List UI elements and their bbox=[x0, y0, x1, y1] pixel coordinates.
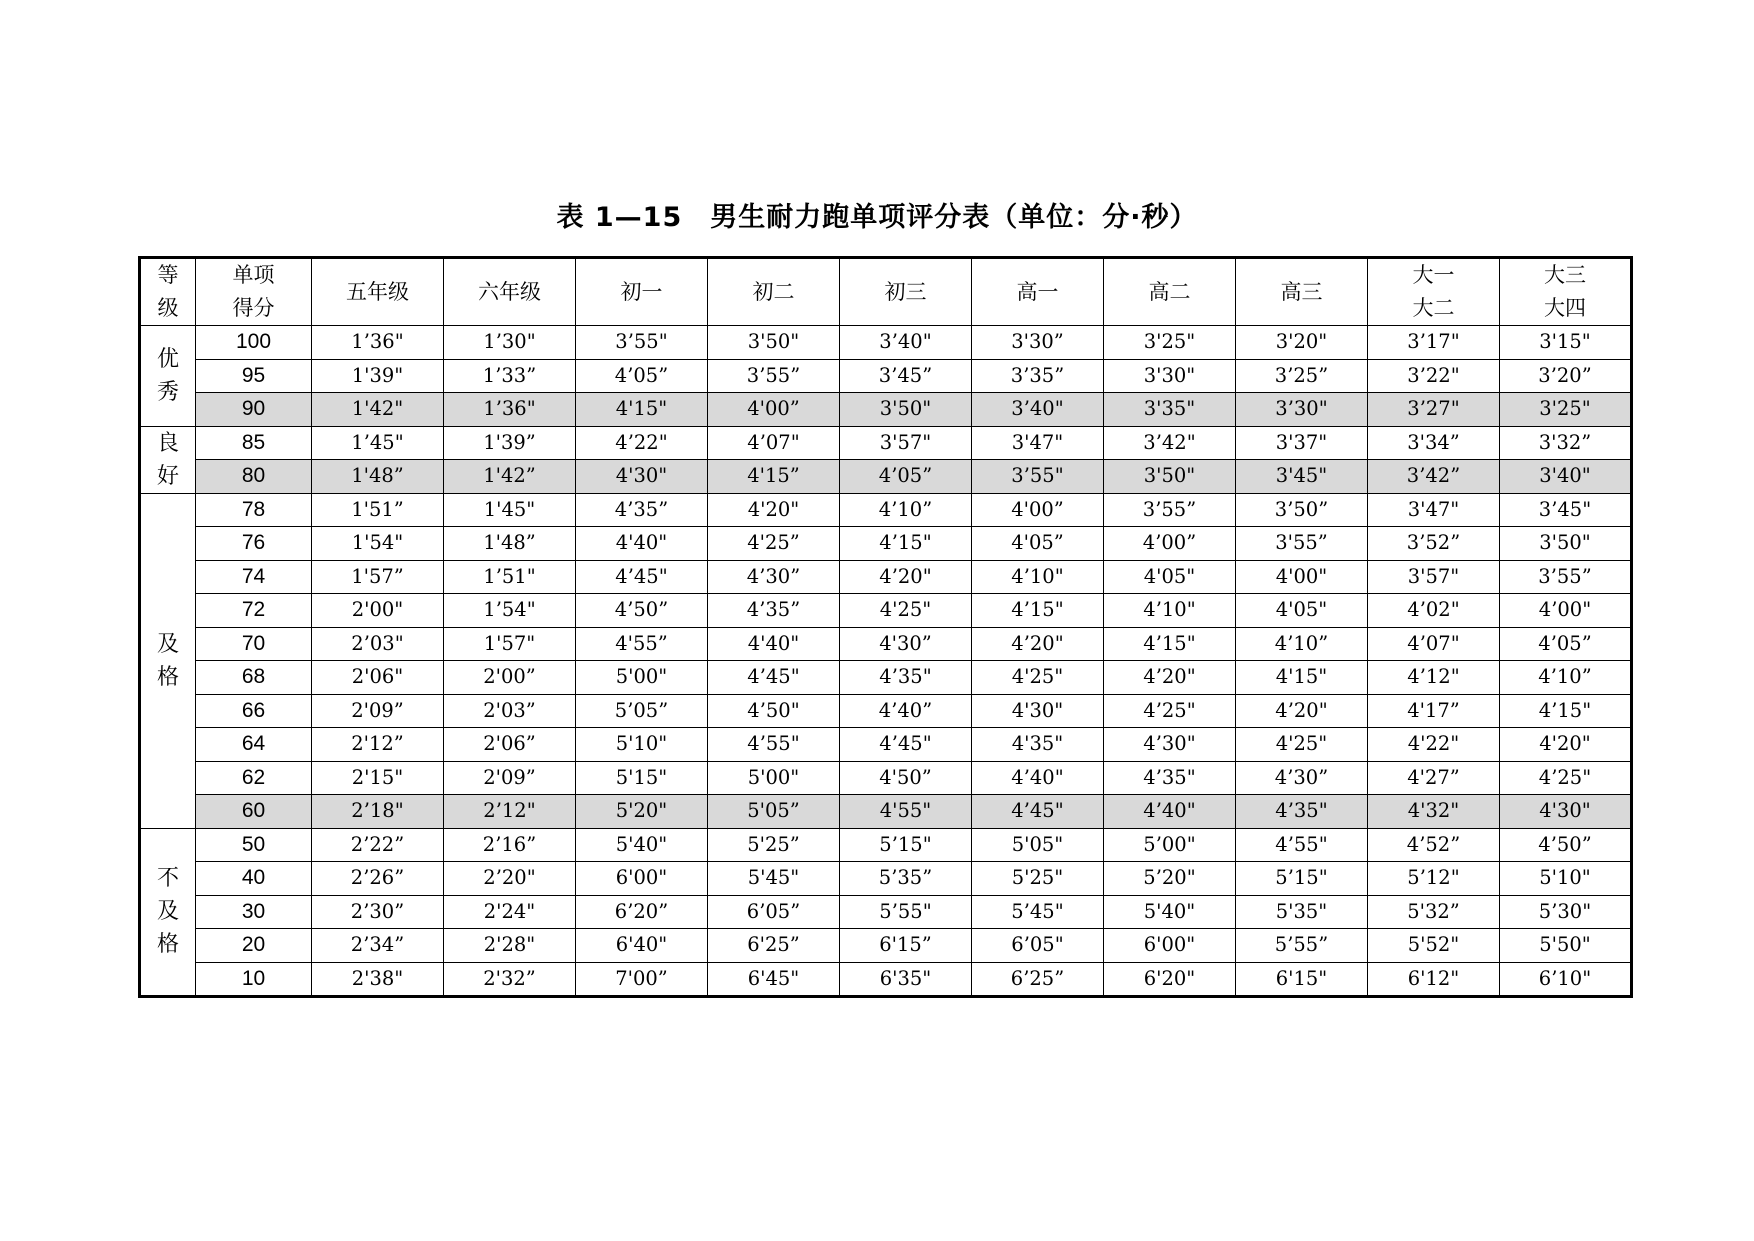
time-cell: 4'05” bbox=[972, 527, 1104, 561]
time-cell: 6'25” bbox=[708, 929, 840, 963]
time-cell: 6’20” bbox=[576, 895, 708, 929]
time-cell: 4'25" bbox=[1236, 728, 1368, 762]
score-cell: 85 bbox=[196, 426, 312, 460]
time-cell: 4'30" bbox=[1500, 795, 1632, 829]
time-cell: 4'30" bbox=[972, 694, 1104, 728]
time-cell: 1’36" bbox=[312, 326, 444, 360]
time-cell: 7'00” bbox=[576, 962, 708, 997]
time-cell: 5'25” bbox=[708, 828, 840, 862]
table-row bbox=[140, 661, 1632, 695]
time-cell: 4'05" bbox=[1104, 560, 1236, 594]
time-cell: 2'24" bbox=[444, 895, 576, 929]
time-cell: 4’30" bbox=[1104, 728, 1236, 762]
time-cell: 4'00” bbox=[972, 493, 1104, 527]
time-cell: 6'00" bbox=[576, 862, 708, 896]
time-cell: 3'50" bbox=[840, 393, 972, 427]
time-cell: 3'57" bbox=[840, 426, 972, 460]
time-cell: 1'42" bbox=[312, 393, 444, 427]
time-cell: 3'25" bbox=[1500, 393, 1632, 427]
time-cell: 4’12" bbox=[1368, 661, 1500, 695]
grade-label: 良 好 bbox=[140, 426, 196, 493]
score-cell: 78 bbox=[196, 493, 312, 527]
time-cell: 4’30” bbox=[708, 560, 840, 594]
time-cell: 5'32” bbox=[1368, 895, 1500, 929]
time-cell: 3’20” bbox=[1500, 359, 1632, 393]
header-col: 大三 大四 bbox=[1500, 258, 1632, 326]
time-cell: 4’50” bbox=[1500, 828, 1632, 862]
time-cell: 2'06” bbox=[444, 728, 576, 762]
time-cell: 3'35" bbox=[1104, 393, 1236, 427]
time-cell: 5'20" bbox=[576, 795, 708, 829]
time-cell: 6'20" bbox=[1104, 962, 1236, 997]
table-row bbox=[140, 493, 1632, 527]
score-cell: 10 bbox=[196, 962, 312, 997]
time-cell: 5'00" bbox=[576, 661, 708, 695]
time-cell: 4'25" bbox=[840, 594, 972, 628]
time-cell: 4’35" bbox=[840, 661, 972, 695]
time-cell: 5’15" bbox=[840, 828, 972, 862]
time-cell: 4'00" bbox=[1236, 560, 1368, 594]
time-cell: 3’40" bbox=[972, 393, 1104, 427]
time-cell: 1'54" bbox=[312, 527, 444, 561]
header-score: 单项 得分 bbox=[196, 258, 312, 326]
header-col: 六年级 bbox=[444, 258, 576, 326]
score-cell: 76 bbox=[196, 527, 312, 561]
header-grade: 等 级 bbox=[140, 258, 196, 326]
time-cell: 6'15” bbox=[840, 929, 972, 963]
time-cell: 4’50” bbox=[576, 594, 708, 628]
time-cell: 6'45" bbox=[708, 962, 840, 997]
time-cell: 3'40" bbox=[1500, 460, 1632, 494]
time-cell: 2’34” bbox=[312, 929, 444, 963]
time-cell: 4'20" bbox=[708, 493, 840, 527]
table-row bbox=[140, 728, 1632, 762]
time-cell: 2'15" bbox=[312, 761, 444, 795]
time-cell: 2'09” bbox=[444, 761, 576, 795]
time-cell: 4’10” bbox=[840, 493, 972, 527]
grade-label: 及 格 bbox=[140, 493, 196, 828]
table-row bbox=[140, 560, 1632, 594]
time-cell: 4’20" bbox=[1236, 694, 1368, 728]
time-cell: 4'15” bbox=[708, 460, 840, 494]
time-cell: 3'50" bbox=[708, 326, 840, 360]
time-cell: 2'38" bbox=[312, 962, 444, 997]
time-cell: 6’05" bbox=[972, 929, 1104, 963]
score-cell: 40 bbox=[196, 862, 312, 896]
time-cell: 6’10" bbox=[1500, 962, 1632, 997]
time-cell: 4'17” bbox=[1368, 694, 1500, 728]
time-cell: 5'10" bbox=[1500, 862, 1632, 896]
time-cell: 6'15" bbox=[1236, 962, 1368, 997]
time-cell: 3'37" bbox=[1236, 426, 1368, 460]
time-cell: 2'09” bbox=[312, 694, 444, 728]
table-row bbox=[140, 460, 1632, 494]
time-cell: 3’42" bbox=[1104, 426, 1236, 460]
time-cell: 5’15" bbox=[1236, 862, 1368, 896]
time-cell: 2’18" bbox=[312, 795, 444, 829]
time-cell: 4’05” bbox=[1500, 627, 1632, 661]
time-cell: 5’20" bbox=[1104, 862, 1236, 896]
time-cell: 3’40" bbox=[840, 326, 972, 360]
score-cell: 70 bbox=[196, 627, 312, 661]
time-cell: 4’15" bbox=[1104, 627, 1236, 661]
time-cell: 2’20" bbox=[444, 862, 576, 896]
time-cell: 5'05” bbox=[708, 795, 840, 829]
time-cell: 3'20" bbox=[1236, 326, 1368, 360]
time-cell: 4’05” bbox=[840, 460, 972, 494]
time-cell: 4’10” bbox=[1500, 661, 1632, 695]
time-cell: 2'28" bbox=[444, 929, 576, 963]
time-cell: 4’35" bbox=[1236, 795, 1368, 829]
table-row bbox=[140, 627, 1632, 661]
time-cell: 4’35” bbox=[576, 493, 708, 527]
time-cell: 3’42” bbox=[1368, 460, 1500, 494]
table-row bbox=[140, 795, 1632, 829]
score-cell: 95 bbox=[196, 359, 312, 393]
time-cell: 2'06" bbox=[312, 661, 444, 695]
time-cell: 6'40" bbox=[576, 929, 708, 963]
time-cell: 1’33” bbox=[444, 359, 576, 393]
time-cell: 3’45" bbox=[1500, 493, 1632, 527]
score-cell: 90 bbox=[196, 393, 312, 427]
time-cell: 1'39” bbox=[444, 426, 576, 460]
header-row bbox=[140, 258, 1632, 326]
time-cell: 4’35” bbox=[708, 594, 840, 628]
table-row bbox=[140, 426, 1632, 460]
time-cell: 4’55" bbox=[708, 728, 840, 762]
table-row bbox=[140, 326, 1632, 360]
time-cell: 4'20" bbox=[1500, 728, 1632, 762]
table-row bbox=[140, 962, 1632, 997]
time-cell: 2'03” bbox=[444, 694, 576, 728]
time-cell: 5’05” bbox=[576, 694, 708, 728]
time-cell: 1’36" bbox=[444, 393, 576, 427]
header-col: 高一 bbox=[972, 258, 1104, 326]
score-cell: 68 bbox=[196, 661, 312, 695]
time-cell: 3'15" bbox=[1500, 326, 1632, 360]
scoring-table bbox=[138, 256, 1633, 998]
time-cell: 4'30” bbox=[840, 627, 972, 661]
time-cell: 6’25” bbox=[972, 962, 1104, 997]
time-cell: 4'27” bbox=[1368, 761, 1500, 795]
time-cell: 4’22" bbox=[576, 426, 708, 460]
time-cell: 4’02" bbox=[1368, 594, 1500, 628]
time-cell: 4’40” bbox=[840, 694, 972, 728]
time-cell: 4'15" bbox=[1236, 661, 1368, 695]
time-cell: 4’20" bbox=[1104, 661, 1236, 695]
header-col: 五年级 bbox=[312, 258, 444, 326]
grade-label: 优 秀 bbox=[140, 326, 196, 427]
time-cell: 5’30" bbox=[1500, 895, 1632, 929]
time-cell: 4’55" bbox=[1236, 828, 1368, 862]
time-cell: 2’12" bbox=[444, 795, 576, 829]
table-row bbox=[140, 929, 1632, 963]
time-cell: 4'22" bbox=[1368, 728, 1500, 762]
time-cell: 3'47" bbox=[972, 426, 1104, 460]
time-cell: 4’40" bbox=[1104, 795, 1236, 829]
time-cell: 1'42” bbox=[444, 460, 576, 494]
time-cell: 1’51" bbox=[444, 560, 576, 594]
time-cell: 4’30” bbox=[1236, 761, 1368, 795]
time-cell: 2’26” bbox=[312, 862, 444, 896]
time-cell: 4’25" bbox=[1500, 761, 1632, 795]
header-col: 大一 大二 bbox=[1368, 258, 1500, 326]
time-cell: 5'45" bbox=[708, 862, 840, 896]
time-cell: 3'47" bbox=[1368, 493, 1500, 527]
time-cell: 5'40" bbox=[576, 828, 708, 862]
time-cell: 1'57” bbox=[312, 560, 444, 594]
score-cell: 64 bbox=[196, 728, 312, 762]
time-cell: 6'00" bbox=[1104, 929, 1236, 963]
time-cell: 4'40" bbox=[576, 527, 708, 561]
time-cell: 3'34” bbox=[1368, 426, 1500, 460]
time-cell: 4'15" bbox=[576, 393, 708, 427]
score-cell: 72 bbox=[196, 594, 312, 628]
time-cell: 2’22” bbox=[312, 828, 444, 862]
time-cell: 3’55" bbox=[576, 326, 708, 360]
time-cell: 4'40" bbox=[708, 627, 840, 661]
time-cell: 4’00” bbox=[1104, 527, 1236, 561]
time-cell: 3'45" bbox=[1236, 460, 1368, 494]
time-cell: 1'57" bbox=[444, 627, 576, 661]
header-col: 初三 bbox=[840, 258, 972, 326]
time-cell: 2'32” bbox=[444, 962, 576, 997]
time-cell: 3'30" bbox=[1104, 359, 1236, 393]
time-cell: 4'32" bbox=[1368, 795, 1500, 829]
time-cell: 3’35” bbox=[972, 359, 1104, 393]
time-cell: 3’55” bbox=[708, 359, 840, 393]
table-body bbox=[140, 326, 1632, 997]
time-cell: 5’00" bbox=[1104, 828, 1236, 862]
time-cell: 3'25" bbox=[1104, 326, 1236, 360]
time-cell: 3'30” bbox=[972, 326, 1104, 360]
time-cell: 4’52” bbox=[1368, 828, 1500, 862]
time-cell: 2’16” bbox=[444, 828, 576, 862]
time-cell: 4'50” bbox=[840, 761, 972, 795]
time-cell: 3’50” bbox=[1236, 493, 1368, 527]
time-cell: 2'00” bbox=[444, 661, 576, 695]
score-cell: 62 bbox=[196, 761, 312, 795]
time-cell: 5’55" bbox=[840, 895, 972, 929]
time-cell: 4'05" bbox=[1236, 594, 1368, 628]
time-cell: 4’45" bbox=[576, 560, 708, 594]
time-cell: 2’03" bbox=[312, 627, 444, 661]
score-cell: 20 bbox=[196, 929, 312, 963]
header-col: 初一 bbox=[576, 258, 708, 326]
time-cell: 5'10" bbox=[576, 728, 708, 762]
time-cell: 3’22" bbox=[1368, 359, 1500, 393]
time-cell: 5'35" bbox=[1236, 895, 1368, 929]
time-cell: 4’20" bbox=[840, 560, 972, 594]
time-cell: 4’15" bbox=[840, 527, 972, 561]
time-cell: 4'35" bbox=[972, 728, 1104, 762]
time-cell: 3’55" bbox=[972, 460, 1104, 494]
table-row bbox=[140, 828, 1632, 862]
time-cell: 4’25" bbox=[1104, 694, 1236, 728]
time-cell: 4’45" bbox=[708, 661, 840, 695]
header-col: 高二 bbox=[1104, 258, 1236, 326]
time-cell: 3'55” bbox=[1236, 527, 1368, 561]
table-row bbox=[140, 895, 1632, 929]
time-cell: 2’30” bbox=[312, 895, 444, 929]
time-cell: 5’12" bbox=[1368, 862, 1500, 896]
time-cell: 3’27" bbox=[1368, 393, 1500, 427]
time-cell: 4’10" bbox=[972, 560, 1104, 594]
time-cell: 3’17" bbox=[1368, 326, 1500, 360]
time-cell: 4'30" bbox=[576, 460, 708, 494]
table-row bbox=[140, 761, 1632, 795]
time-cell: 3’45” bbox=[840, 359, 972, 393]
time-cell: 6'35" bbox=[840, 962, 972, 997]
time-cell: 5’35” bbox=[840, 862, 972, 896]
time-cell: 1’54" bbox=[444, 594, 576, 628]
time-cell: 5'05" bbox=[972, 828, 1104, 862]
time-cell: 5’55” bbox=[1236, 929, 1368, 963]
time-cell: 4'00” bbox=[708, 393, 840, 427]
time-cell: 5'52" bbox=[1368, 929, 1500, 963]
time-cell: 3’52” bbox=[1368, 527, 1500, 561]
time-cell: 5'50" bbox=[1500, 929, 1632, 963]
time-cell: 4’15" bbox=[972, 594, 1104, 628]
time-cell: 3’55” bbox=[1104, 493, 1236, 527]
score-cell: 30 bbox=[196, 895, 312, 929]
time-cell: 1'39" bbox=[312, 359, 444, 393]
table-row bbox=[140, 527, 1632, 561]
score-cell: 50 bbox=[196, 828, 312, 862]
time-cell: 1’30" bbox=[444, 326, 576, 360]
time-cell: 1’45" bbox=[312, 426, 444, 460]
time-cell: 1'51” bbox=[312, 493, 444, 527]
header-col: 初二 bbox=[708, 258, 840, 326]
time-cell: 1'48” bbox=[444, 527, 576, 561]
table-row bbox=[140, 359, 1632, 393]
time-cell: 4’05” bbox=[576, 359, 708, 393]
time-cell: 3’55” bbox=[1500, 560, 1632, 594]
table-row bbox=[140, 393, 1632, 427]
time-cell: 4'25” bbox=[708, 527, 840, 561]
time-cell: 3’25” bbox=[1236, 359, 1368, 393]
score-cell: 66 bbox=[196, 694, 312, 728]
time-cell: 4’45" bbox=[840, 728, 972, 762]
time-cell: 5'00" bbox=[708, 761, 840, 795]
table-row bbox=[140, 694, 1632, 728]
time-cell: 5'40" bbox=[1104, 895, 1236, 929]
time-cell: 5’45" bbox=[972, 895, 1104, 929]
time-cell: 4’00" bbox=[1500, 594, 1632, 628]
time-cell: 4’07" bbox=[1368, 627, 1500, 661]
time-cell: 2'00" bbox=[312, 594, 444, 628]
time-cell: 3'32” bbox=[1500, 426, 1632, 460]
time-cell: 4’10" bbox=[1104, 594, 1236, 628]
time-cell: 5'15" bbox=[576, 761, 708, 795]
time-cell: 6’05” bbox=[708, 895, 840, 929]
grade-label: 不 及 格 bbox=[140, 828, 196, 997]
time-cell: 2'12” bbox=[312, 728, 444, 762]
time-cell: 4'55" bbox=[840, 795, 972, 829]
time-cell: 1'45" bbox=[444, 493, 576, 527]
time-cell: 4’20" bbox=[972, 627, 1104, 661]
table-row bbox=[140, 594, 1632, 628]
time-cell: 4’40" bbox=[972, 761, 1104, 795]
score-cell: 80 bbox=[196, 460, 312, 494]
time-cell: 3'50" bbox=[1104, 460, 1236, 494]
score-cell: 60 bbox=[196, 795, 312, 829]
score-cell: 100 bbox=[196, 326, 312, 360]
header-col: 高三 bbox=[1236, 258, 1368, 326]
time-cell: 4’45" bbox=[972, 795, 1104, 829]
table-title: 表 1—15 男生耐力跑单项评分表（单位：分·秒） bbox=[556, 202, 1198, 233]
time-cell: 5'25" bbox=[972, 862, 1104, 896]
table-row bbox=[140, 862, 1632, 896]
time-cell: 6'12" bbox=[1368, 962, 1500, 997]
time-cell: 4'25" bbox=[972, 661, 1104, 695]
score-cell: 74 bbox=[196, 560, 312, 594]
time-cell: 4’50" bbox=[708, 694, 840, 728]
time-cell: 3'50" bbox=[1500, 527, 1632, 561]
time-cell: 4’15" bbox=[1500, 694, 1632, 728]
time-cell: 4’10” bbox=[1236, 627, 1368, 661]
time-cell: 3’30" bbox=[1236, 393, 1368, 427]
time-cell: 1'48” bbox=[312, 460, 444, 494]
time-cell: 4’07" bbox=[708, 426, 840, 460]
time-cell: 4’35" bbox=[1104, 761, 1236, 795]
time-cell: 4'55” bbox=[576, 627, 708, 661]
time-cell: 3'57" bbox=[1368, 560, 1500, 594]
